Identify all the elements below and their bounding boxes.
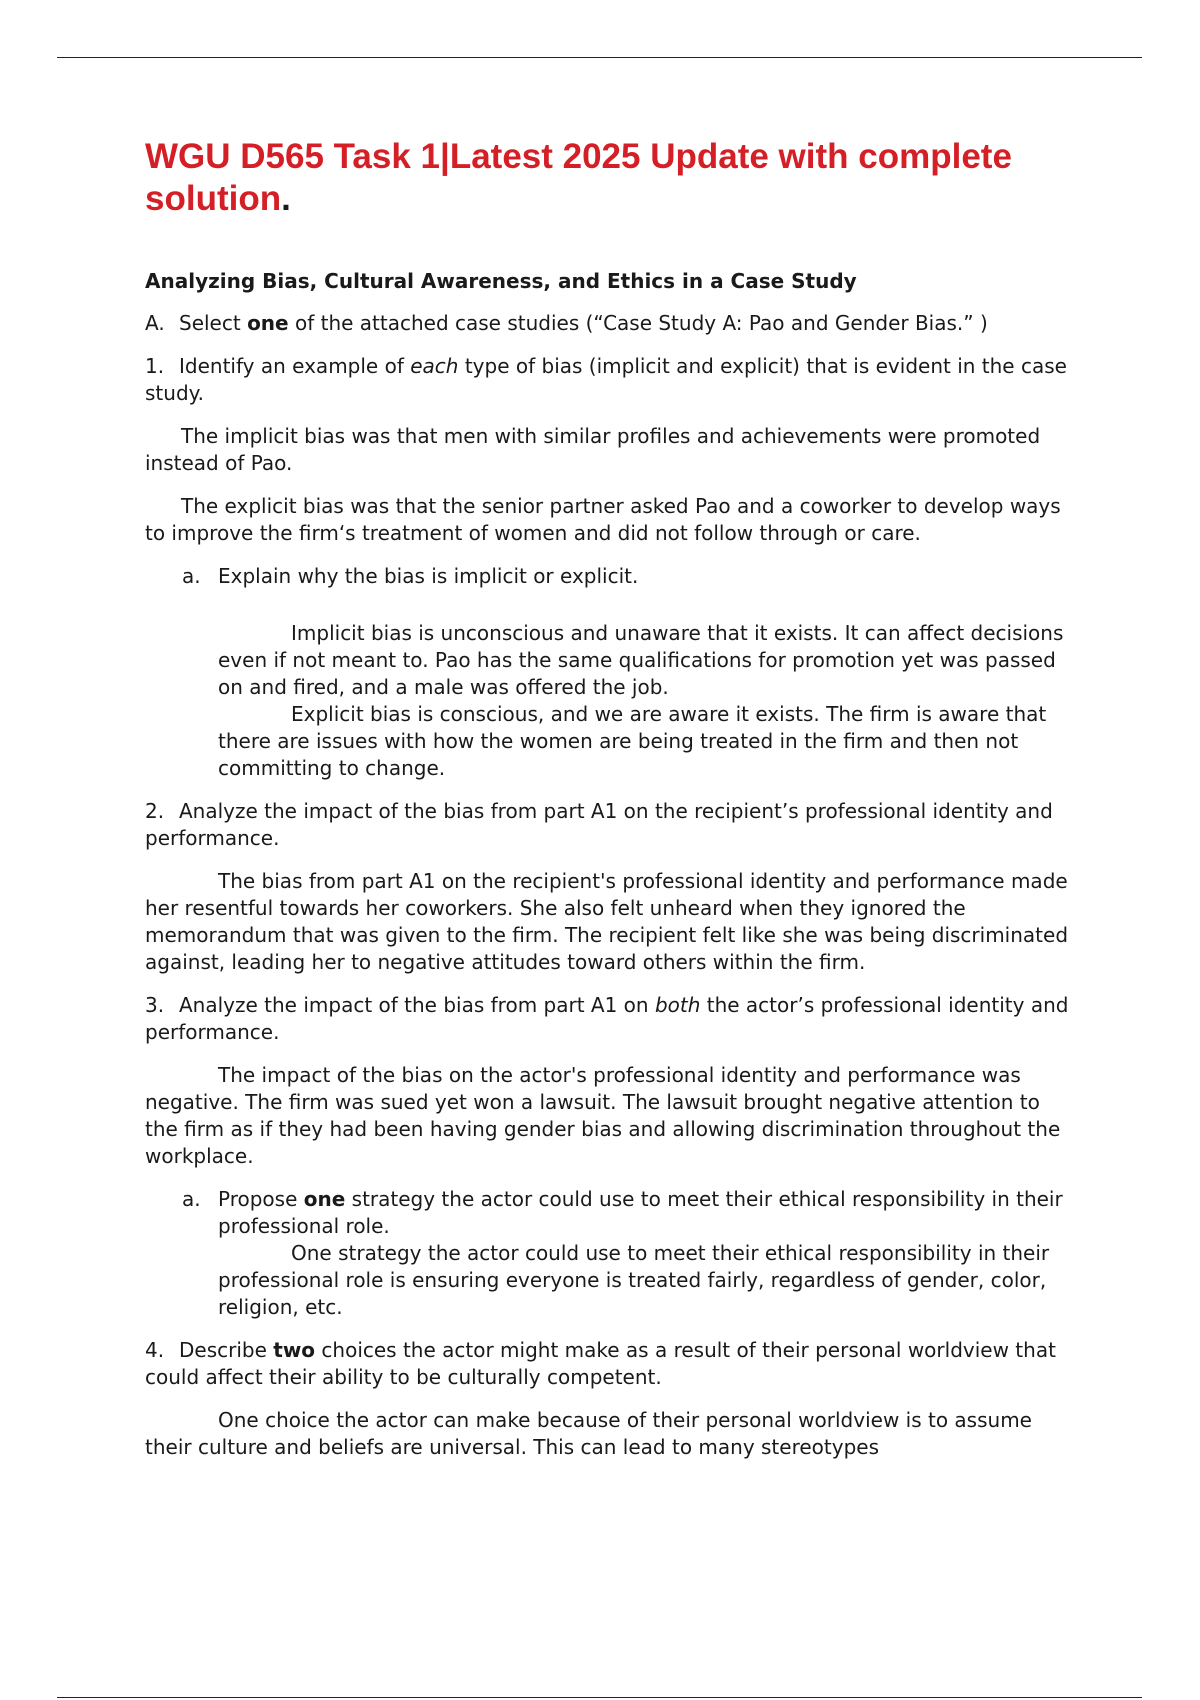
question-text: type of bias (implicit and explicit) that is evident in the case study. bbox=[145, 354, 1067, 405]
answer-3a-block bbox=[145, 1240, 1075, 1321]
question-3-marker: 3. bbox=[145, 993, 165, 1017]
question-text: the actor’s professional identity and performance. bbox=[145, 993, 1069, 1044]
question-3a-marker: a. bbox=[182, 1187, 201, 1211]
question-3 bbox=[145, 992, 1075, 1046]
question-2 bbox=[145, 798, 1075, 852]
question-text: Identify an example of bbox=[179, 354, 411, 378]
question-text: Propose bbox=[218, 1187, 304, 1211]
question-text: Describe bbox=[179, 1338, 274, 1362]
question-italic: each bbox=[410, 354, 459, 378]
question-text: choices the actor might make as a result of their personal worldview that could affect their ability to be culturally competent. bbox=[145, 1338, 1056, 1389]
section-a-prompt bbox=[145, 310, 1075, 337]
question-text: Explain why the bias is implicit or explicit. bbox=[218, 564, 639, 588]
question-2-marker: 2. bbox=[145, 799, 165, 823]
question-text: Analyze the impact of the bias from part A1 on the recipient’s professional identity and performance. bbox=[145, 799, 1053, 850]
question-1 bbox=[145, 353, 1075, 407]
question-1a bbox=[145, 563, 1075, 590]
answer-1-explicit: The explicit bias was that the senior partner asked Pao and a coworker to develop ways to improve the firm‘s treatment of women and did not follow through or care. bbox=[145, 494, 1061, 545]
prompt-text: of the attached case studies (“Case Study A: Pao and Gender Bias.” ) bbox=[288, 311, 988, 335]
question-3a bbox=[145, 1186, 1075, 1240]
title-text: WGU D565 Task 1|Latest 2025 Update with complete solution bbox=[145, 137, 1012, 218]
document-page bbox=[145, 136, 1075, 1477]
top-rule bbox=[57, 57, 1142, 58]
answer-4: One choice the actor can make because of their personal worldview is to assume their culture and beliefs are universal. This can lead to many stereotypes bbox=[145, 1408, 1032, 1459]
question-1a-marker: a. bbox=[182, 564, 201, 588]
answer-1a-implicit: Implicit bias is unconscious and unaware that it exists. It can affect decisions even if not meant to. Pao has the same qualifications for promotion yet was passed on and fired, and a male was offered the job. bbox=[218, 621, 1064, 699]
question-text: Analyze the impact of the bias from part A1 on bbox=[179, 993, 655, 1017]
answer-2: The bias from part A1 on the recipient's professional identity and performance made her resentful towards her coworkers. She also felt unheard when they ignored the memorandum that was given to the firm. The recipient felt like she was being discriminated against, leading her to negative attitudes toward others within the firm. bbox=[145, 869, 1069, 974]
question-bold: two bbox=[273, 1338, 316, 1362]
answer-3: The impact of the bias on the actor's professional identity and performance was negative. The firm was sued yet won a lawsuit. The lawsuit brought negative attention to the firm as if they had been having gender bias and allowing discrimination throughout the workplace. bbox=[145, 1063, 1061, 1168]
prompt-text: Select bbox=[179, 311, 248, 335]
document-title bbox=[145, 136, 1075, 220]
title-period: . bbox=[281, 179, 291, 218]
answer-1-implicit: The implicit bias was that men with similar profiles and achievements were promoted instead of Pao. bbox=[145, 424, 1041, 475]
bottom-rule bbox=[57, 1697, 1142, 1698]
question-1-marker: 1. bbox=[145, 354, 165, 378]
answer-1a-explicit: Explicit bias is conscious, and we are aware it exists. The firm is aware that there are issues with how the women are being treated in the firm and then not committing to change. bbox=[218, 702, 1047, 780]
question-bold: one bbox=[303, 1187, 346, 1211]
section-heading: Analyzing Bias, Cultural Awareness, and Ethics in a Case Study bbox=[145, 269, 857, 293]
question-4-marker: 4. bbox=[145, 1338, 165, 1362]
question-italic: both bbox=[654, 993, 701, 1017]
answer-3a: One strategy the actor could use to meet their ethical responsibility in their professional role is ensuring everyone is treated fairly, regardless of gender, color, religion, etc. bbox=[218, 1241, 1050, 1319]
question-4 bbox=[145, 1337, 1075, 1391]
prompt-bold: one bbox=[247, 311, 289, 335]
answer-1a-block bbox=[145, 620, 1075, 782]
question-text: strategy the actor could use to meet their ethical responsibility in their professional role. bbox=[218, 1187, 1063, 1238]
section-a-marker: A. bbox=[145, 311, 165, 335]
